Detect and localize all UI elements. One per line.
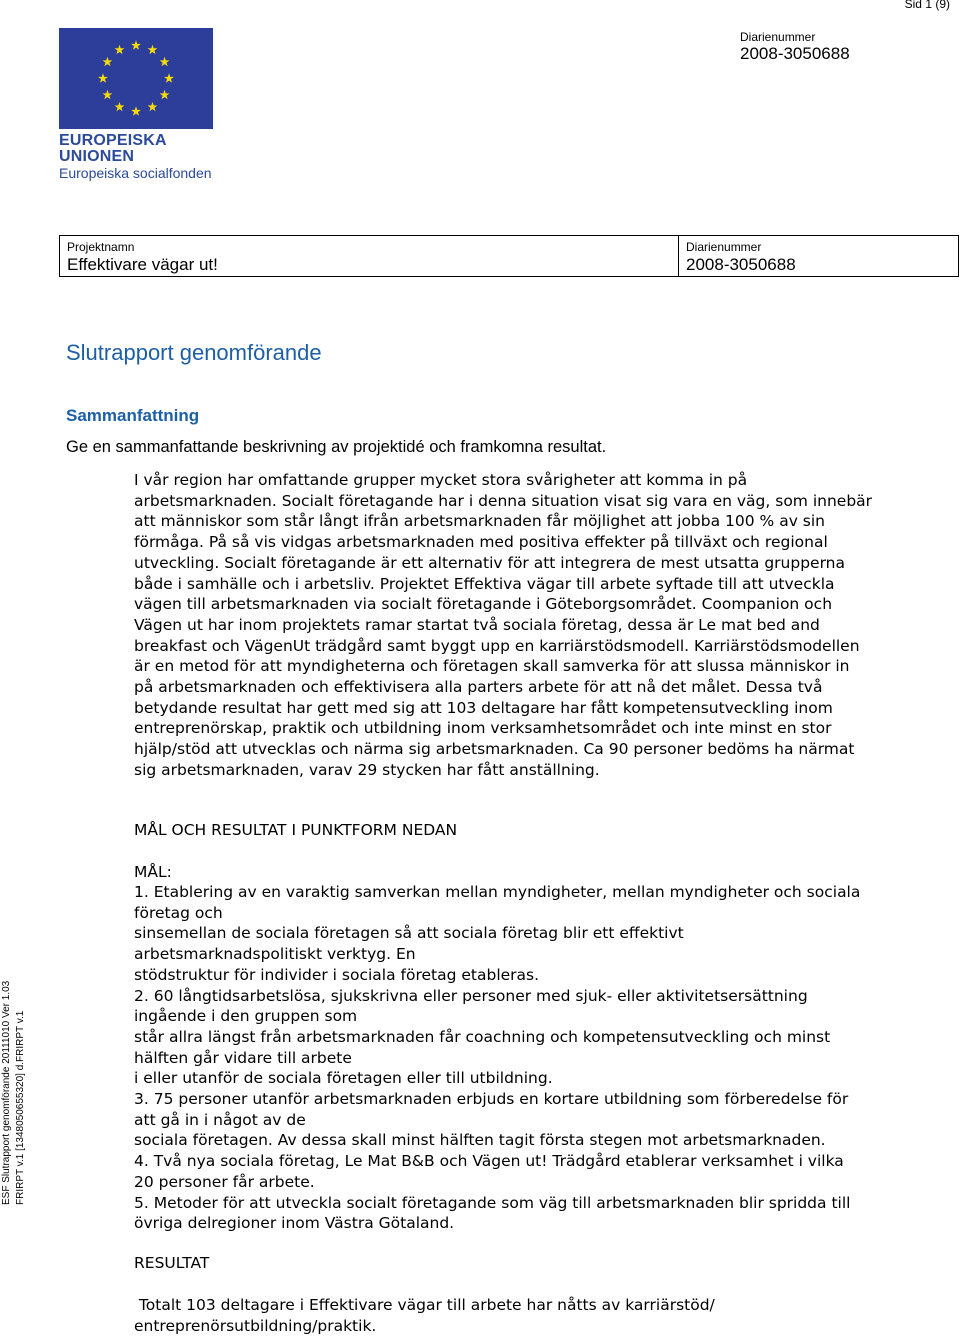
project-name-cell — [60, 236, 679, 276]
summary-line: entreprenörskap, praktik och utbildning inom verksamhetsområdet och inte minst en stor — [134, 719, 832, 738]
flag-star — [164, 73, 174, 82]
goal-line: övriga delregioner inom Västra Götaland. — [134, 1214, 455, 1233]
flag-star — [148, 45, 158, 54]
section-heading: Sammanfattning — [66, 406, 200, 425]
goal-line: arbetsmarknadspolitiskt verktyg. En — [134, 945, 416, 964]
project-dnr-cell — [679, 236, 958, 276]
goal-line: företag och — [134, 903, 223, 922]
flag-star — [148, 102, 158, 111]
goal-line: 4. Två nya sociala företag, Le Mat B&B och Vägen ut! Trädgård etablerar verksamhet i vilka — [134, 1152, 844, 1171]
goal-line: sociala företagen. Av dessa skall minst hälften tagit första stegen mot arbetsmarknaden. — [134, 1131, 826, 1150]
side-footer-version: ESF Slutrapport genomförande 20111010 Ver 1.03 — [1, 980, 12, 1205]
flag-star — [115, 102, 125, 111]
summary-line: I vår region har omfattande grupper mycket stora svårigheter att komma in på — [134, 471, 748, 489]
summary-line: på arbetsmarknaden och effektivisera alla parters arbete för att nå det målet. Dessa två — [134, 678, 823, 697]
eu-logo — [59, 28, 213, 181]
summary-line: arbetsmarknaden. Socialt företagande har i denna situation visat sig vara en väg, som innebär — [134, 491, 873, 510]
goal-line: 3. 75 personer utanför arbetsmarknaden erbjuds en kortare utbildning som förberedelse för — [134, 1090, 849, 1109]
goal-line: hälften går vidare till arbete — [134, 1048, 352, 1067]
goal-line: står allra längst från arbetsmarknaden får coachning och kompetensutveckling och minst — [134, 1027, 831, 1046]
logo-text-fund: Europeiska socialfonden — [59, 165, 212, 181]
goal-line: att gå in i något av de — [134, 1110, 306, 1129]
summary-line: förmåga. På så vis vidgas arbetsmarknaden med positiva effekter på tillväxt och regional — [134, 533, 828, 552]
section-description: Ge en sammanfattande beskrivning av projektidé och framkomna resultat. — [66, 438, 607, 456]
goal-line: ingående i den gruppen som — [134, 1007, 358, 1026]
summary-line: hjälp/stöd att utvecklas och närma sig arbetsmarknaden. Ca 90 personer bedöms ha närmat — [134, 740, 855, 759]
goal-line: 1. Etablering av en varaktig samverkan mellan myndigheter, mellan myndigheter och sociala — [134, 883, 861, 901]
result-heading: RESULTAT — [134, 1254, 210, 1272]
goal-line: i eller utanför de sociala företagen eller till utbildning. — [134, 1069, 553, 1088]
document-title: Slutrapport genomförande — [66, 340, 322, 365]
project-info-table — [59, 235, 959, 277]
eu-flag-icon — [59, 28, 213, 129]
project-name-value: Effektivare vägar ut! — [67, 255, 218, 274]
goals-list — [134, 882, 860, 1234]
flag-star — [160, 90, 170, 99]
header-dnr-value: 2008-3050688 — [740, 44, 850, 63]
goal-line: 2. 60 långtidsarbetslösa, sjukskrivna eller personer med sjuk- eller aktivitetsersättning — [134, 986, 808, 1005]
flag-star — [131, 106, 141, 115]
goal-line: 20 personer får arbete. — [134, 1172, 315, 1191]
summary-line: vägen till arbetsmarknaden via socialt företagande i Göteborgsområdet. Coompanion och — [134, 595, 833, 614]
goals-heading: MÅL OCH RESULTAT I PUNKTFORM NEDAN — [134, 821, 458, 839]
logo-text-eu: EUROPEISKA UNIONEN — [59, 132, 167, 165]
flag-star — [102, 57, 112, 66]
summary-line: betydande resultat har gett med sig att 103 deltagare har fått kompetensutveckling inom — [134, 698, 833, 717]
summary-line: både i samhälle och i arbetsliv. Projektet Effektiva vägar till arbete syftade till att utveckla — [134, 574, 835, 593]
result-line: Totalt 103 deltagare i Effektivare vägar till arbete har nåtts av karriärstöd/ — [134, 1296, 715, 1314]
summary-line: Vägen ut har inom projektets ramar startat två sociala företag, dessa är Le mat bed and — [134, 615, 820, 634]
result-text — [134, 1295, 715, 1336]
goal-line: stödstruktur för individer i sociala företag etableras. — [134, 965, 540, 984]
flag-star — [102, 90, 112, 99]
result-line: entreprenörsutbildning/praktik. — [134, 1316, 377, 1335]
summary-text — [134, 470, 872, 781]
goal-line: sinsemellan de sociala företagen så att sociala företag blir ett effektivt — [134, 924, 684, 943]
goals-label: MÅL: — [134, 863, 172, 881]
page-number: Sid 1 (9) — [904, 0, 950, 11]
goal-line: 5. Metoder för att utveckla socialt företagande som väg till arbetsmarknaden blir spridda till — [134, 1193, 851, 1212]
project-dnr-value: 2008-3050688 — [686, 255, 796, 274]
header-diarienummer — [740, 30, 850, 64]
flag-star — [98, 73, 108, 82]
summary-line: utveckling. Socialt företagande är ett alternativ för att integrera de mest utsatta grupperna — [134, 553, 845, 572]
summary-line: är en metod för att myndigheterna och företagen skall samverka för att slussa människor in — [134, 657, 850, 676]
project-dnr-label: Diarienummer — [686, 240, 762, 254]
summary-line: breakfast och VägenUt trädgård samt byggt upp en karriärstödsmodell. Karriärstödsmodellen — [134, 636, 860, 655]
flag-star — [160, 57, 170, 66]
flag-star — [131, 40, 141, 49]
flag-star — [115, 45, 125, 54]
project-name-label: Projektnamn — [67, 240, 135, 254]
header-dnr-label: Diarienummer — [740, 30, 816, 44]
side-footer-id: FRIRPT v.1 [1348050655320] d.FRIRPT v.1 — [15, 1010, 26, 1205]
summary-line: att människor som står långt ifrån arbetsmarknaden får möjlighet att jobba 100 % av sin — [134, 512, 825, 531]
summary-line: sig arbetsmarknaden, varav 29 stycken har fått anställning. — [134, 760, 600, 779]
